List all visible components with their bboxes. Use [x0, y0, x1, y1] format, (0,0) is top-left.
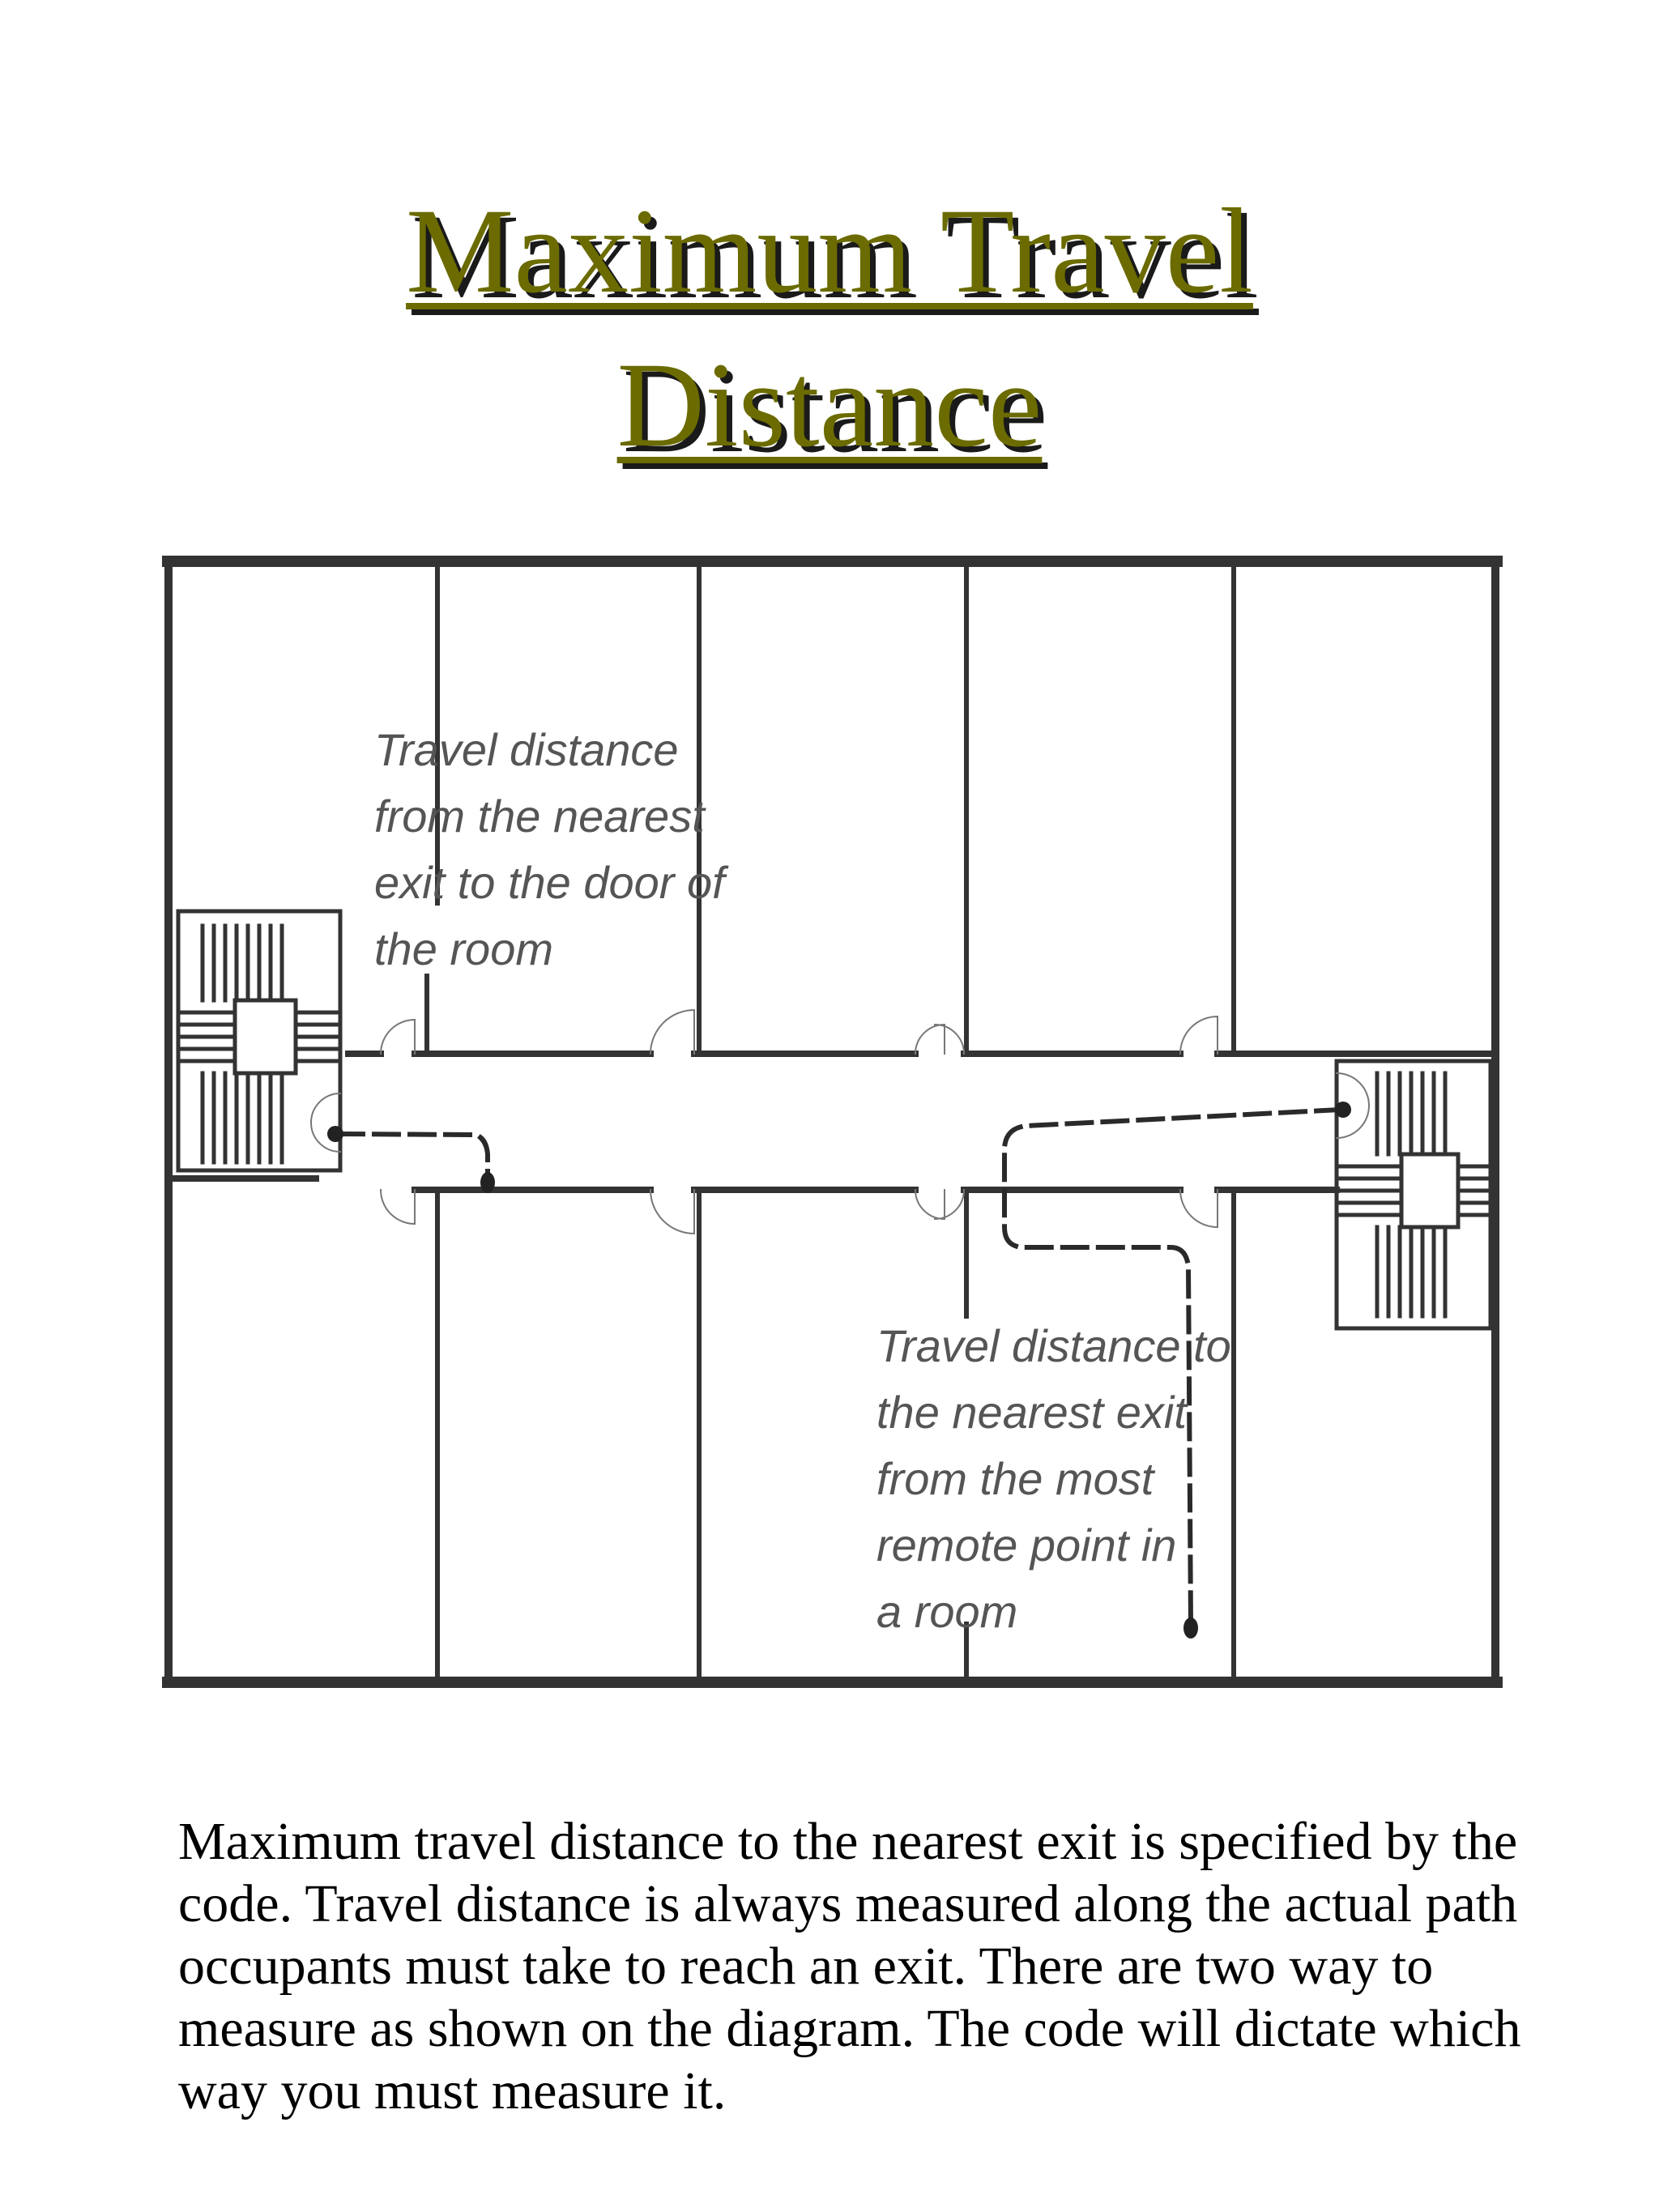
annotation-door-line: the room	[374, 923, 553, 974]
annotation-door-distance	[374, 724, 737, 974]
room-door-point	[480, 1172, 495, 1193]
annotation-remote-distance	[876, 1320, 1243, 1637]
left-stairwell	[178, 911, 340, 1170]
annotation-remote-line: from the most	[876, 1453, 1154, 1504]
exit-point-left	[327, 1126, 343, 1142]
remote-point	[1183, 1617, 1198, 1639]
title-line-2: Distance	[616, 338, 1043, 472]
caption-text: Maximum travel distance to the nearest exit is specified by the code. Travel distance is always measured along the actual path occupants must take to reach an exit. There are two way to measure as shown on the diagram. The code will dictate which way you must measure it.	[178, 1812, 1521, 2120]
annotation-door-line: Travel distance	[374, 724, 679, 775]
annotation-door-line: exit to the door of	[374, 857, 725, 908]
annotation-door-line: from the nearest	[374, 791, 705, 842]
annotation-remote-line: the nearest exit	[876, 1387, 1187, 1438]
title-line-1: Maximum Travel	[406, 184, 1253, 318]
right-stairwell	[1337, 1061, 1491, 1328]
corridor-walls	[168, 1054, 1495, 1190]
page-title	[0, 174, 1659, 482]
annotation-remote-line: Travel distance to	[876, 1320, 1231, 1371]
annotation-remote-line: remote point in	[876, 1519, 1177, 1571]
floor-plan-diagram	[154, 539, 1515, 1713]
annotation-remote-line: a room	[876, 1586, 1018, 1637]
travel-path-door	[339, 1134, 488, 1178]
door-swings	[311, 1010, 1369, 1234]
exit-point-right	[1335, 1102, 1351, 1118]
